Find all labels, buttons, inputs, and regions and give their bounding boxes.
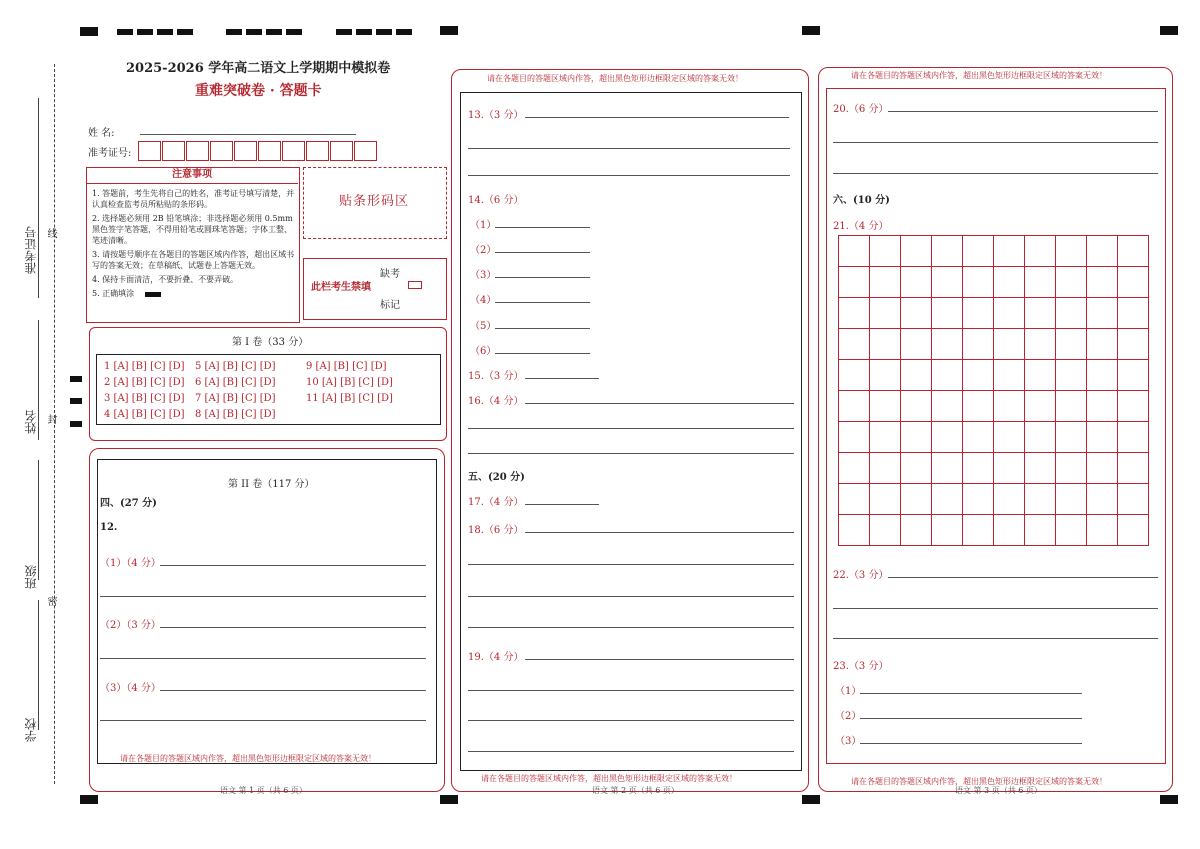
- section-6-heading: 六、(10 分): [833, 195, 890, 206]
- answer-line[interactable]: [495, 252, 590, 253]
- position-mark: [137, 29, 153, 35]
- sheet-title: 2025-2026 学年高二语文上学期期中模拟卷: [126, 61, 391, 76]
- notice-item: 2. 选择题必须用 2B 铅笔填涂；非选择题必须用 0.5mm 黑色签字笔答题，不得用铅笔或圆珠笔答题；字体工整、笔迹清晰。: [92, 214, 293, 245]
- notice-item: 3. 请按题号顺序在各题目的答题区域内作答，超出区域书写的答案无效；在草稿纸、试题卷上答题无效。: [92, 250, 295, 270]
- answer-line[interactable]: [468, 564, 794, 565]
- position-mark: [356, 29, 372, 35]
- position-mark: [177, 29, 193, 35]
- binding-fill-line: [38, 600, 39, 730]
- answer-line[interactable]: [888, 577, 1158, 578]
- q14-label: 14.（6 分）: [468, 195, 524, 206]
- side-secret: 密: [45, 596, 56, 606]
- mc-item[interactable]: 3 [A] [B] [C] [D]: [104, 393, 185, 404]
- answer-line[interactable]: [525, 532, 794, 533]
- position-mark: [157, 29, 173, 35]
- q23-sub: （3）: [835, 736, 862, 747]
- q17-label: 17.（4 分）: [468, 497, 524, 508]
- q12-1-label: （1）（4 分）: [100, 558, 161, 569]
- absent-mark: 标记: [380, 300, 400, 311]
- name-label: 姓 名:: [88, 128, 115, 139]
- answer-line[interactable]: [468, 148, 790, 149]
- mc-item[interactable]: 5 [A] [B] [C] [D]: [195, 361, 276, 372]
- mc-item[interactable]: 9 [A] [B] [C] [D]: [306, 361, 387, 372]
- answer-line[interactable]: [495, 277, 590, 278]
- position-mark: [802, 795, 820, 804]
- answer-line[interactable]: [525, 403, 794, 404]
- q12-2-label: （2）（3 分）: [100, 620, 161, 631]
- binding-fill-line: [38, 460, 39, 580]
- notice-item: 4. 保持卡面清洁，不要折叠、不要弄破。: [92, 275, 239, 284]
- mc-item[interactable]: 6 [A] [B] [C] [D]: [195, 377, 276, 388]
- answer-line[interactable]: [160, 565, 426, 566]
- position-mark: [286, 29, 302, 35]
- answer-line[interactable]: [468, 720, 794, 721]
- q14-sub: （2）: [470, 245, 497, 256]
- answer-line[interactable]: [468, 627, 794, 628]
- position-mark: [80, 27, 98, 36]
- answer-line[interactable]: [525, 504, 599, 505]
- answer-warning: 请在各题目的答题区域内作答，超出黑色矩形边框限定区域的答案无效！: [120, 754, 376, 763]
- q14-sub: （5）: [470, 321, 497, 332]
- absent-label: 缺考: [380, 269, 400, 280]
- part1-title: 第 I 卷（33 分）: [232, 337, 309, 348]
- q20-label: 20.（6 分）: [833, 104, 889, 115]
- answer-warning: 请在各题目的答题区域内作答，超出黑色矩形边框限定区域的答案无效！: [851, 71, 1107, 80]
- answer-line[interactable]: [495, 328, 590, 329]
- position-mark: [80, 795, 98, 804]
- absent-note: 此栏考生禁填: [311, 282, 371, 293]
- side-class: 班级: [24, 565, 38, 589]
- position-mark: [246, 29, 262, 35]
- answer-line[interactable]: [525, 659, 794, 660]
- section-4-heading: 四、(27 分): [100, 498, 157, 509]
- answer-line[interactable]: [468, 751, 794, 752]
- mc-item[interactable]: 4 [A] [B] [C] [D]: [104, 409, 185, 420]
- answer-line[interactable]: [100, 720, 426, 721]
- binding-line: [54, 64, 55, 784]
- q14-sub: （6）: [470, 346, 497, 357]
- page-footer: 语文 第 3 页（共 6 页）: [955, 786, 1042, 795]
- answer-line[interactable]: [160, 627, 426, 628]
- q21-label: 21.（4 分）: [833, 221, 889, 232]
- q14-sub: （1）: [470, 220, 497, 231]
- position-mark: [440, 26, 458, 35]
- answer-line[interactable]: [468, 428, 794, 429]
- position-mark: [70, 398, 82, 404]
- answer-line[interactable]: [833, 638, 1158, 639]
- side-exam-id: 准考证号: [24, 226, 38, 274]
- position-mark: [336, 29, 352, 35]
- mc-item[interactable]: 2 [A] [B] [C] [D]: [104, 377, 185, 388]
- exam-id-boxes[interactable]: [138, 141, 377, 161]
- side-name: 姓名: [24, 410, 38, 434]
- q23-sub: （2）: [835, 711, 862, 722]
- q23-sub: （1）: [835, 686, 862, 697]
- answer-line[interactable]: [100, 596, 426, 597]
- mc-column: [195, 359, 276, 423]
- answer-line[interactable]: [495, 353, 590, 354]
- position-mark: [117, 29, 133, 35]
- mc-item[interactable]: 11 [A] [B] [C] [D]: [306, 393, 393, 404]
- page-footer: 语文 第 1 页（共 6 页）: [220, 786, 307, 795]
- answer-line[interactable]: [468, 175, 790, 176]
- answer-line[interactable]: [468, 690, 794, 691]
- q19-label: 19.（4 分）: [468, 652, 524, 663]
- answer-warning: 请在各题目的答题区域内作答，超出黑色矩形边框限定区域的答案无效！: [481, 774, 737, 783]
- notice-item: 5. 正确填涂: [92, 288, 296, 299]
- part2-title: 第 II 卷（117 分）: [228, 479, 315, 490]
- answer-line[interactable]: [495, 227, 590, 228]
- notice-title: 注意事项: [86, 167, 298, 184]
- answer-line[interactable]: [833, 173, 1158, 174]
- answer-line[interactable]: [888, 111, 1158, 112]
- q15-label: 15.（3 分）: [468, 371, 524, 382]
- q12-3-label: （3）（4 分）: [100, 683, 161, 694]
- position-mark: [440, 795, 458, 804]
- name-field[interactable]: [140, 134, 356, 135]
- notice-list: [92, 188, 296, 302]
- answer-warning: 请在各题目的答题区域内作答，超出黑色矩形边框限定区域的答案无效！: [851, 777, 1107, 786]
- section-5-heading: 五、(20 分): [468, 472, 525, 483]
- position-mark: [1160, 26, 1178, 35]
- sheet-subtitle: 重难突破卷 · 答题卡: [195, 83, 322, 99]
- side-seal: 封: [45, 414, 56, 424]
- answer-line[interactable]: [860, 743, 1082, 744]
- side-school: 学校: [24, 718, 38, 742]
- answer-line[interactable]: [100, 658, 426, 659]
- barcode-label: 贴条形码区: [338, 194, 409, 209]
- answer-line[interactable]: [468, 453, 794, 454]
- mc-item[interactable]: 10 [A] [B] [C] [D]: [306, 377, 393, 388]
- exam-id-label: 准考证号:: [88, 148, 132, 159]
- position-mark: [396, 29, 412, 35]
- position-mark: [1160, 795, 1178, 804]
- side-line: 线: [45, 228, 56, 238]
- position-mark: [266, 29, 282, 35]
- answer-warning: 请在各题目的答题区域内作答，超出黑色矩形边框限定区域的答案无效！: [487, 74, 743, 83]
- mc-item[interactable]: 1 [A] [B] [C] [D]: [104, 361, 185, 372]
- q14-sub: （4）: [470, 295, 497, 306]
- q13-label: 13.（3 分）: [468, 110, 524, 121]
- answer-line[interactable]: [833, 142, 1158, 143]
- position-mark: [70, 376, 82, 382]
- q18-label: 18.（6 分）: [468, 525, 524, 536]
- position-mark: [70, 421, 82, 427]
- notice-item: 1. 答题前，考生先将自己的姓名，准考证号填写清楚，并认真检查监考员所粘贴的条形码。: [92, 189, 295, 209]
- answer-line[interactable]: [860, 693, 1082, 694]
- answer-line[interactable]: [860, 718, 1082, 719]
- absent-checkbox[interactable]: [408, 281, 422, 289]
- mc-column: [306, 359, 393, 407]
- answer-line[interactable]: [525, 117, 789, 118]
- page-footer: 语文 第 2 页（共 6 页）: [592, 786, 679, 795]
- q12-label: 12.: [100, 522, 118, 533]
- fill-sample: [145, 292, 161, 297]
- mc-item[interactable]: 8 [A] [B] [C] [D]: [195, 409, 276, 420]
- q22-label: 22.（3 分）: [833, 570, 889, 581]
- mc-item[interactable]: 7 [A] [B] [C] [D]: [195, 393, 276, 404]
- answer-line[interactable]: [495, 302, 590, 303]
- q23-label: 23.（3 分）: [833, 661, 889, 672]
- answer-line[interactable]: [833, 608, 1158, 609]
- answer-line[interactable]: [468, 596, 794, 597]
- position-mark: [802, 26, 820, 35]
- q14-sub: （3）: [470, 270, 497, 281]
- position-mark: [376, 29, 392, 35]
- q16-label: 16.（4 分）: [468, 396, 524, 407]
- position-mark: [226, 29, 242, 35]
- answer-line[interactable]: [525, 378, 599, 379]
- answer-line[interactable]: [160, 690, 426, 691]
- composition-grid[interactable]: [838, 235, 1149, 546]
- mc-column: [104, 359, 185, 423]
